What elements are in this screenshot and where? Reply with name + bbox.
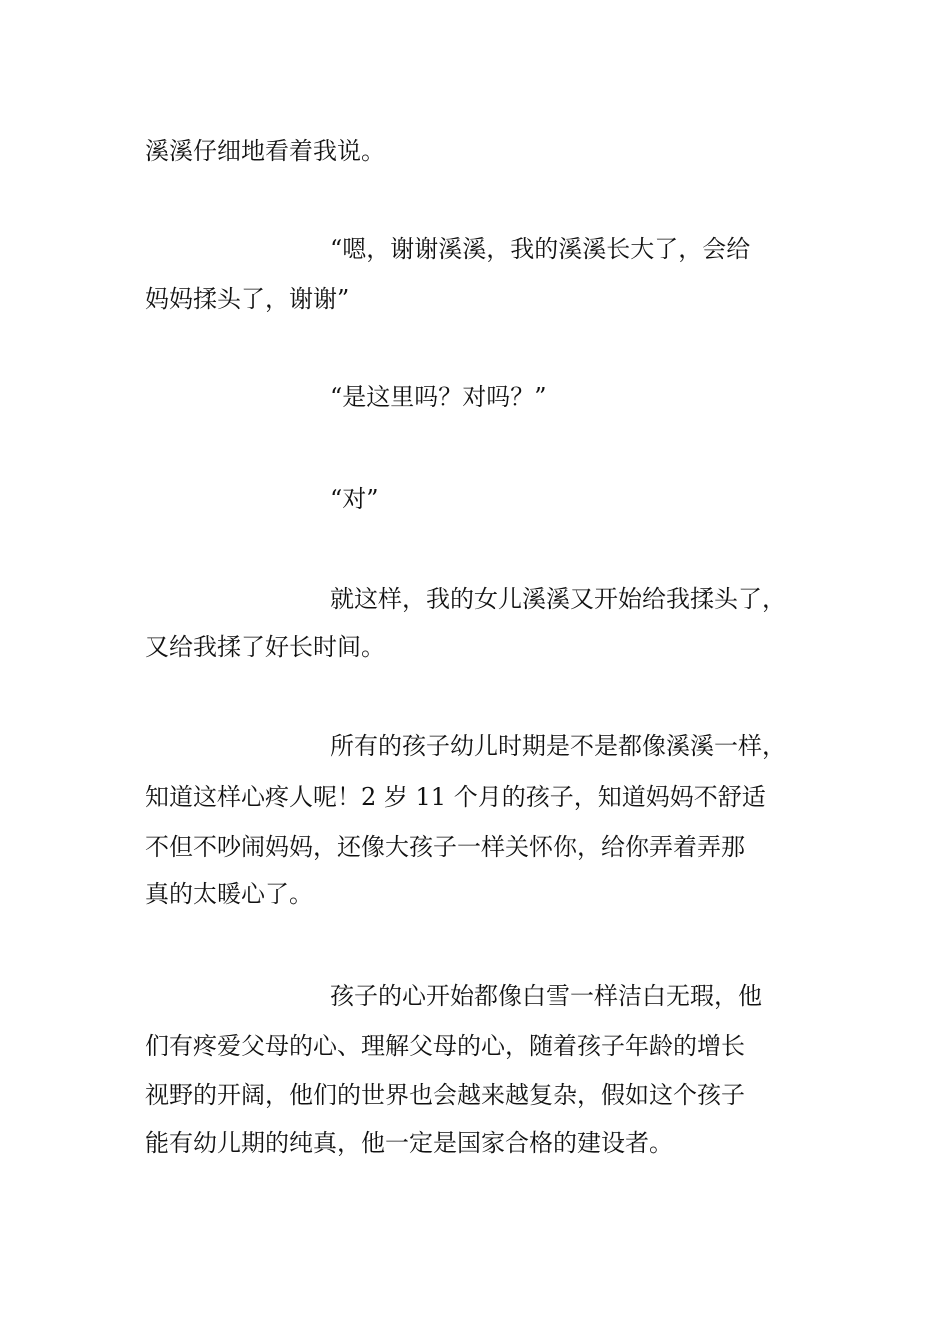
text-line: 不但不吵闹妈妈，还像大孩子一样关怀你，给你弄着弄那: [145, 833, 745, 861]
text-line: 又给我揉了好长时间。: [145, 633, 385, 661]
text-line: 视野的开阔，他们的世界也会越来越复杂，假如这个孩子: [145, 1081, 745, 1109]
text-line: “对”: [330, 485, 379, 513]
text-line: 知道这样心疼人呢！2 岁 11 个月的孩子，知道妈妈不舒适: [145, 783, 766, 811]
text-line: 妈妈揉头了，谢谢”: [145, 285, 350, 313]
text-line: 就这样，我的女儿溪溪又开始给我揉头了，: [330, 585, 786, 613]
text-line: 们有疼爱父母的心、理解父母的心，随着孩子年龄的增长: [145, 1032, 745, 1060]
text-line: “嗯，谢谢溪溪，我的溪溪长大了，会给: [330, 235, 751, 263]
text-line: 能有幼儿期的纯真，他一定是国家合格的建设者。: [145, 1129, 673, 1157]
text-line: “是这里吗？对吗？”: [330, 383, 547, 411]
text-line: 所有的孩子幼儿时期是不是都像溪溪一样，: [330, 732, 786, 760]
text-line: 溪溪仔细地看着我说。: [145, 137, 385, 165]
text-line: 孩子的心开始都像白雪一样洁白无瑕，他: [330, 982, 762, 1010]
text-line: 真的太暖心了。: [145, 880, 313, 908]
